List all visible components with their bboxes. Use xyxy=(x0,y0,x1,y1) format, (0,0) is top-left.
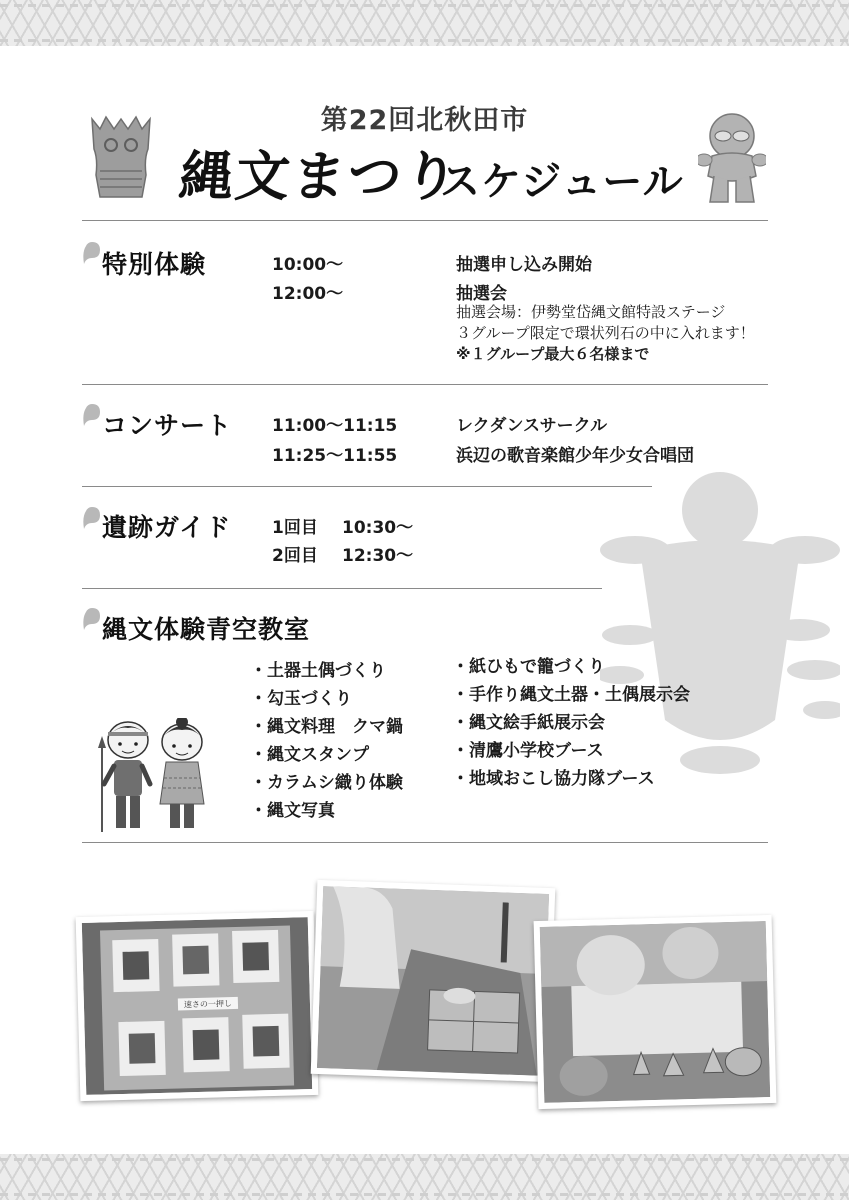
classroom-item: ・縄文料理 クマ鍋 xyxy=(250,717,403,737)
classroom-item: ・カラムシ織り体験 xyxy=(250,773,403,793)
section-title-special: 特別体験 xyxy=(102,250,207,279)
special-text-2: 抽選会 xyxy=(456,284,507,304)
classroom-item: ・縄文スタンプ xyxy=(250,745,369,765)
concert-text-1: レクダンスサークル xyxy=(456,416,608,436)
magatama-swirl-icon xyxy=(82,240,102,266)
special-note-2: ３グループ限定で環状列石の中に入れます！ xyxy=(456,324,755,342)
divider xyxy=(82,384,768,385)
event-title: 縄文まつり xyxy=(176,144,463,208)
guide-label-1: 1回目 xyxy=(272,518,318,538)
divider xyxy=(82,486,652,487)
divider xyxy=(82,842,768,843)
concert-text-2: 浜辺の歌音楽館少年少女合唱団 xyxy=(456,446,694,466)
special-time-2: 12:00〜 xyxy=(272,284,344,304)
guide-time-1: 10:30〜 xyxy=(342,518,414,538)
photo-weaving-display xyxy=(76,911,319,1101)
divider xyxy=(82,588,602,589)
special-note-1: 抽選会場：伊勢堂岱縄文館特設ステージ xyxy=(456,303,726,321)
jomon-children-illustration xyxy=(94,718,218,836)
special-note-bold: ※１グループ最大６名様まで xyxy=(456,345,650,363)
classroom-item: ・縄文写真 xyxy=(250,801,335,821)
concert-time-2: 11:25〜11:55 xyxy=(272,446,398,466)
classroom-item: ・紙ひもで籠づくり xyxy=(452,657,605,677)
classroom-item: ・縄文絵手紙展示会 xyxy=(452,713,605,733)
classroom-item: ・清鷹小学校ブース xyxy=(452,741,604,761)
concert-time-1: 11:00〜11:15 xyxy=(272,416,398,436)
special-text-1: 抽選申し込み開始 xyxy=(456,255,592,275)
section-title-classroom: 縄文体験青空教室 xyxy=(102,615,311,644)
event-subtitle: 第22回北秋田市 xyxy=(320,105,529,136)
section-title-concert: コンサート xyxy=(102,411,233,440)
classroom-item: ・地域おこし協力隊ブース xyxy=(452,769,655,789)
magatama-swirl-icon xyxy=(82,402,102,428)
bottom-pattern-band xyxy=(0,1154,849,1200)
photo-sign-text: 速さの一押し xyxy=(183,999,233,1010)
photo-clay-dogu-making xyxy=(534,915,777,1109)
event-title-schedule: スケジュール xyxy=(440,159,684,205)
photo-children-crafting xyxy=(311,880,556,1082)
divider xyxy=(82,220,768,221)
special-time-1: 10:00〜 xyxy=(272,255,344,275)
magatama-swirl-icon xyxy=(82,606,102,632)
magatama-swirl-icon xyxy=(82,505,102,531)
dogu-watermark-icon xyxy=(600,470,840,780)
classroom-item: ・手作り縄文土器・土偶展示会 xyxy=(452,685,690,705)
top-pattern-band xyxy=(0,0,849,46)
classroom-item: ・勾玉づくり xyxy=(250,689,352,709)
section-title-guide: 遺跡ガイド xyxy=(102,513,232,542)
guide-time-2: 12:30〜 xyxy=(342,546,414,566)
classroom-item: ・土器土偶づくり xyxy=(250,661,386,681)
guide-label-2: 2回目 xyxy=(272,546,318,566)
